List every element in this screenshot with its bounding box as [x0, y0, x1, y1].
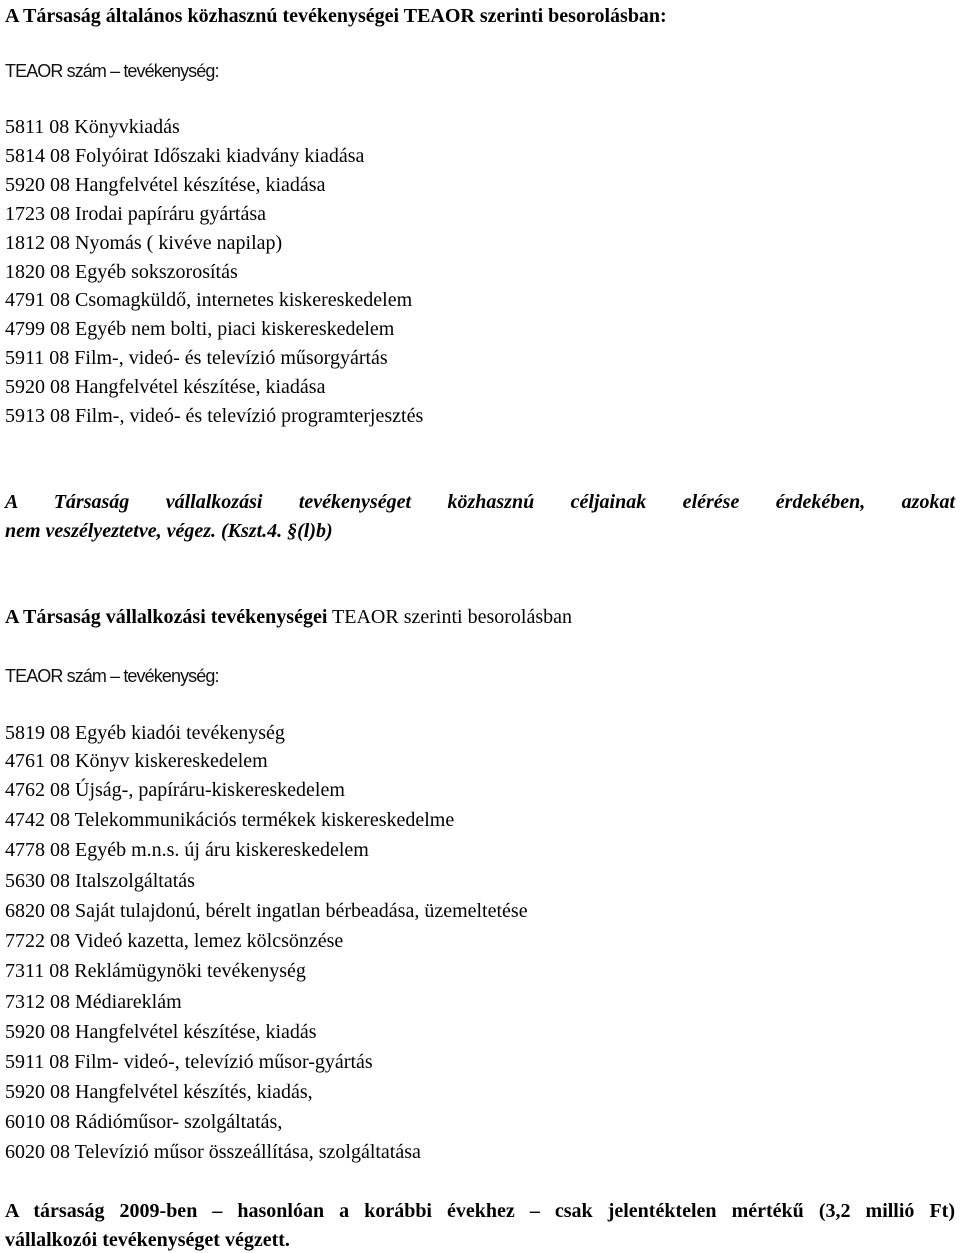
- footer-line: A társaság 2009-ben – hasonlóan a korábbi évekhez – csak jelentéktelen mértékű (3,2 millió Ft): [5, 1200, 955, 1222]
- heading-business-activities: [5, 605, 572, 629]
- list-item: 1723 08 Irodai papíráru gyártása: [5, 203, 267, 225]
- list-item: 5913 08 Film-, videó- és televízió programterjesztés: [5, 405, 424, 427]
- list-item: 7312 08 Médiareklám: [5, 991, 182, 1013]
- list-item: 6020 08 Televízió műsor összeállítása, szolgáltatása: [5, 1141, 421, 1163]
- list-item: 4761 08 Könyv kiskereskedelem: [5, 750, 268, 772]
- list-item: 6820 08 Saját tulajdonú, bérelt ingatlan bérbeadása, üzemeltetése: [5, 900, 528, 922]
- note-line: nem veszélyeztetve, végez. (Kszt.4. §(l)b): [5, 520, 333, 542]
- list-item: 7311 08 Reklámügynöki tevékenység: [5, 960, 306, 982]
- list-item: 5920 08 Hangfelvétel készítése, kiadása: [5, 174, 326, 196]
- list-item: 5920 08 Hangfelvétel készítés, kiadás,: [5, 1081, 313, 1103]
- note-line: A Társaság vállalkozási tevékenységet közhasznú céljainak elérése érdekében, azokat: [5, 491, 955, 513]
- list-item: 5630 08 Italszolgáltatás: [5, 870, 195, 892]
- list-item: 4742 08 Telekommunikációs termékek kiskereskedelme: [5, 809, 455, 831]
- heading-business-activities-rest: TEAOR szerinti besorolásban: [327, 606, 572, 628]
- heading-business-activities-bold: A Társaság vállalkozási tevékenységei: [5, 606, 328, 628]
- list-item: 6010 08 Rádióműsor- szolgáltatás,: [5, 1111, 283, 1133]
- list-item: 4799 08 Egyéb nem bolti, piaci kiskereskedelem: [5, 318, 395, 340]
- heading-general-activities: A Társaság általános közhasznú tevékenységei TEAOR szerinti besorolásban:: [5, 5, 667, 27]
- list-item: 5811 08 Könyvkiadás: [5, 116, 180, 138]
- footer-line: vállalkozói tevékenységet végzett.: [5, 1229, 290, 1251]
- list-item: 4791 08 Csomagküldő, internetes kiskereskedelem: [5, 289, 413, 311]
- list-item: 1812 08 Nyomás ( kivéve napilap): [5, 232, 283, 254]
- list-item: 5920 08 Hangfelvétel készítése, kiadása: [5, 376, 326, 398]
- teaor-column-header: TEAOR szám – tevékenység:: [5, 666, 219, 686]
- list-item: 1820 08 Egyéb sokszorosítás: [5, 261, 238, 283]
- teaor-column-header: TEAOR szám – tevékenység:: [5, 61, 219, 81]
- list-item: 5911 08 Film- videó-, televízió műsor-gyártás: [5, 1051, 373, 1073]
- list-item: 5819 08 Egyéb kiadói tevékenység: [5, 722, 285, 744]
- list-item: 5814 08 Folyóirat Időszaki kiadvány kiadása: [5, 145, 365, 167]
- list-item: 5911 08 Film-, videó- és televízió műsorgyártás: [5, 347, 388, 369]
- list-item: 4762 08 Újság-, papíráru-kiskereskedelem: [5, 779, 345, 801]
- list-item: 5920 08 Hangfelvétel készítése, kiadás: [5, 1021, 317, 1043]
- list-item: 4778 08 Egyéb m.n.s. új áru kiskereskedelem: [5, 839, 369, 861]
- list-item: 7722 08 Videó kazetta, lemez kölcsönzése: [5, 930, 344, 952]
